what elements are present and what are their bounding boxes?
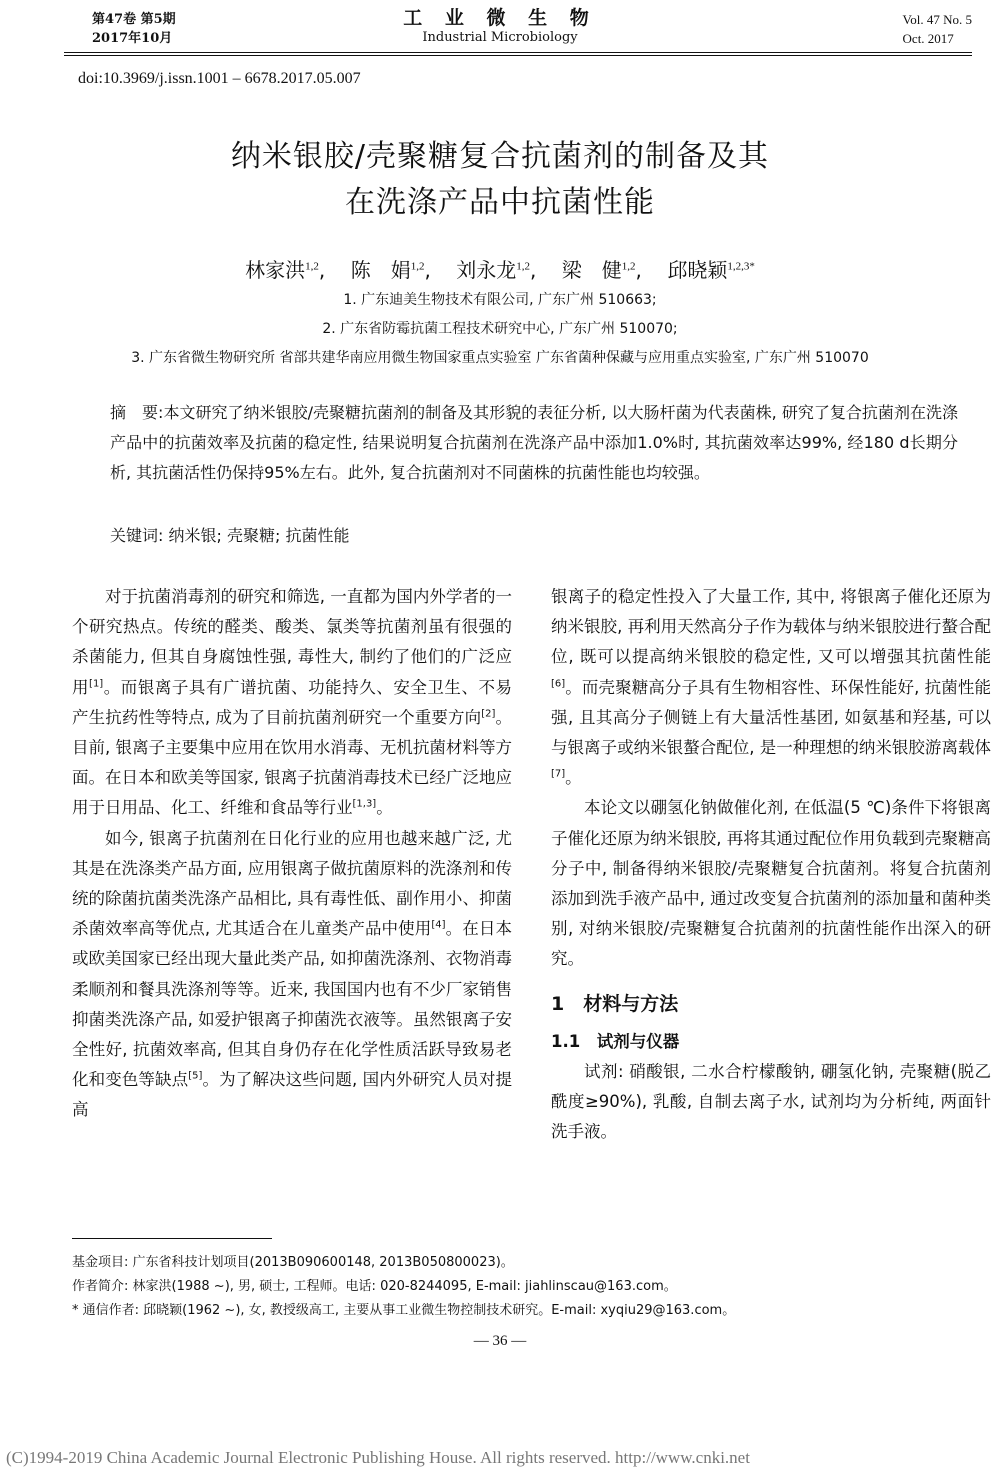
- section-heading: 1 材料与方法: [551, 992, 679, 1015]
- paragraph-text: 。在日本或欧美国家已经出现大量此类产品, 如抑菌洗涤剂、衣物消毒柔顺剂和餐具洗涤剂等等。近来, 我国国内也有不少厂家销售抑菌类洗涤产品, 如爱护银离子抑菌洗衣液等。虽然银离子安全性好, 抗菌效率高, 但其自身仍存在化学性质活跃导致易老化和变色等缺点: [72, 919, 512, 1090]
- paragraph-text: 。为了解决这些问题, 国内外研究人员对提高: [72, 1070, 512, 1120]
- citation[interactable]: [1]: [89, 678, 104, 690]
- paragraph-text: 。: [565, 768, 582, 788]
- journal-name: [0, 6, 1000, 46]
- paragraph: [551, 582, 991, 793]
- citation[interactable]: [4]: [431, 919, 446, 931]
- footnote-author-bio: 作者简介: 林家洪(1988 ~), 男, 硕士, 工程师。电话: 020-8244095, E-mail: jiahlinscau@163.com。: [72, 1279, 677, 1294]
- header-rule: [64, 52, 972, 53]
- footnote-funding: 基金项目: 广东省科技计划项目(2013B090600148, 2013B050800023)。: [72, 1255, 514, 1270]
- author-list: 林家洪$^{1,2}$, 陈 娟$^{1,2}$, 刘永龙$^{1,2}$, 梁 健$^{1,2}$, 邱晓颖$^{1,2,3*}$: [245, 258, 755, 282]
- footnote-rule: [72, 1238, 272, 1239]
- author-affil-mark: 1,2: [305, 260, 319, 273]
- paragraph: [72, 824, 512, 1126]
- paragraph-text: 。目前, 银离子主要集中应用在饮用水消毒、无机抗菌材料等方面。在日本和欧美等国家, 银离子抗菌消毒技术已经广泛地应用于日用品、化工、纤维和食品等行业: [72, 707, 512, 818]
- author-affil-mark: 1,2,3*: [727, 260, 755, 273]
- author-affil-mark: 1,2: [516, 260, 530, 273]
- paragraph-text: 银离子的稳定性投入了大量工作, 其中, 将银离子催化还原为纳米银胶, 再利用天然高分子作为载体与纳米银胶进行螯合配位, 既可以提高纳米银胶的稳定性, 又可以增强其抗菌性能: [551, 587, 991, 667]
- keywords: [110, 523, 349, 546]
- author-affil-mark: 1,2: [410, 260, 425, 273]
- paragraph-text: 如今, 银离子抗菌剂在日化行业的应用也越来越广泛, 尤其是在洗涤类产品方面, 应用银离子做抗菌原料的洗涤剂和传统的除菌抗菌类洗涤产品相比, 具有毒性低、副作用小、抑菌杀菌效率高等优点, 尤其适合在儿童类产品中使用: [72, 828, 512, 939]
- author: 陈 娟: [350, 258, 411, 282]
- body-column-right: [551, 582, 991, 1148]
- affiliation-2: 2. 广东省防霉抗菌工程技术研究中心, 广东广州 510070;: [322, 321, 678, 337]
- journal-name-en: Industrial Microbiology: [422, 30, 578, 45]
- date-en: Oct. 2017: [902, 31, 954, 46]
- author: 林家洪: [245, 258, 306, 282]
- title-line-1: 纳米银胶/壳聚糖复合抗菌剂的制备及其: [230, 139, 770, 174]
- article-title: [0, 134, 1000, 226]
- author: 刘永龙: [456, 258, 517, 282]
- author-affil-mark: 1,2: [621, 260, 636, 273]
- page-number: — 36 —: [473, 1333, 527, 1349]
- title-line-2: 在洗涤产品中抗菌性能: [345, 185, 655, 220]
- copyright-notice: (C)1994-2019 China Academic Journal Electronic Publishing House. All rights reserved. http://www.cnki.net: [6, 1448, 750, 1467]
- affiliation-1: 1. 广东迪美生物技术有限公司, 广东广州 510663;: [343, 292, 657, 308]
- journal-name-cn: 工 业 微 生 物: [403, 7, 597, 29]
- header-rule-thin: [64, 55, 972, 56]
- citation[interactable]: [2]: [481, 708, 496, 720]
- paragraph: 本论文以硼氢化钠做催化剂, 在低温(5 ℃)条件下将银离子催化还原为纳米银胶, 再将其通过配位作用负载到壳聚糖高分子中, 制备得纳米银胶/壳聚糖复合抗菌剂。将复合抗菌剂添加到洗手液产品中, 通过改变复合抗菌剂的添加量和菌种类别, 对纳米银胶/壳聚糖复合抗菌剂的抗菌性能作出深入的研究。: [551, 798, 991, 969]
- paragraph: [72, 582, 512, 824]
- keywords-text: 纳米银; 壳聚糖; 抗菌性能: [168, 526, 350, 545]
- citation[interactable]: [6]: [551, 678, 566, 690]
- affiliation-3: 3. 广东省微生物研究所 省部共建华南应用微生物国家重点实验室 广东省菌种保藏与应用重点实验室, 广东广州 510070: [131, 350, 869, 366]
- paragraph-text: 对于抗菌消毒剂的研究和筛选, 一直都为国内外学者的一个研究热点。传统的醛类、酸类、氯类等抗菌剂虽有很强的杀菌能力, 但其自身腐蚀性强, 毒性大, 制约了他们的广泛应用: [72, 587, 512, 697]
- issue-info-en: [903, 10, 972, 48]
- citation[interactable]: [1,3]: [352, 798, 377, 810]
- doi[interactable]: doi:10.3969/j.issn.1001 – 6678.2017.05.007: [78, 70, 361, 87]
- paragraph: 试剂: 硝酸银, 二水合柠檬酸钠, 硼氢化钠, 壳聚糖(脱乙酰度≥90%), 乳酸, 自制去离子水, 试剂均为分析纯, 两面针洗手液。: [551, 1062, 991, 1142]
- abstract-label: 摘 要:: [110, 403, 164, 422]
- abstract-text: 本文研究了纳米银胶/壳聚糖抗菌剂的制备及其形貌的表征分析, 以大肠杆菌为代表菌株, 研究了复合抗菌剂在洗涤产品中的抗菌效率及抗菌的稳定性, 结果说明复合抗菌剂在洗涤产品中添加1.0%时, 其抗菌效率达99%, 经180 d长期分析, 其抗菌活性仍保持95%左右。此外, 复合抗菌剂对不同菌株的抗菌性能也均较强。: [110, 403, 958, 482]
- footnote-corresponding: * 通信作者: 邱晓颖(1962 ~), 女, 教授级高工, 主要从事工业微生物控制技术研究。E-mail: xyqiu29@163.com。: [72, 1303, 736, 1318]
- keywords-label: 关键词:: [110, 526, 164, 545]
- author: 邱晓颖: [667, 258, 728, 282]
- citation[interactable]: [7]: [551, 768, 566, 780]
- subsection-heading: 1.1 试剂与仪器: [551, 1031, 680, 1051]
- paragraph-text: 。: [376, 798, 393, 818]
- date-cn: 2017年10月: [92, 31, 173, 46]
- body-column-left: [72, 582, 512, 1126]
- volume-en: Vol. 47 No. 5: [902, 12, 972, 27]
- paragraph-text: 。而银离子具有广谱抗菌、功能持久、安全卫生、不易产生抗药性等特点, 成为了目前抗菌剂研究一个重要方向: [72, 677, 513, 727]
- abstract: [110, 398, 958, 488]
- volume-cn: 第47卷 第5期: [92, 12, 176, 27]
- paragraph-text: 。而壳聚糖高分子具有生物相容性、环保性能好, 抗菌性能强, 且其高分子侧链上有大量活性基团, 如氨基和羟基, 可以与银离子或纳米银螯合配位, 是一种理想的纳米银胶游离载体: [551, 677, 991, 758]
- citation[interactable]: [5]: [188, 1070, 203, 1082]
- author: 梁 健: [561, 258, 622, 282]
